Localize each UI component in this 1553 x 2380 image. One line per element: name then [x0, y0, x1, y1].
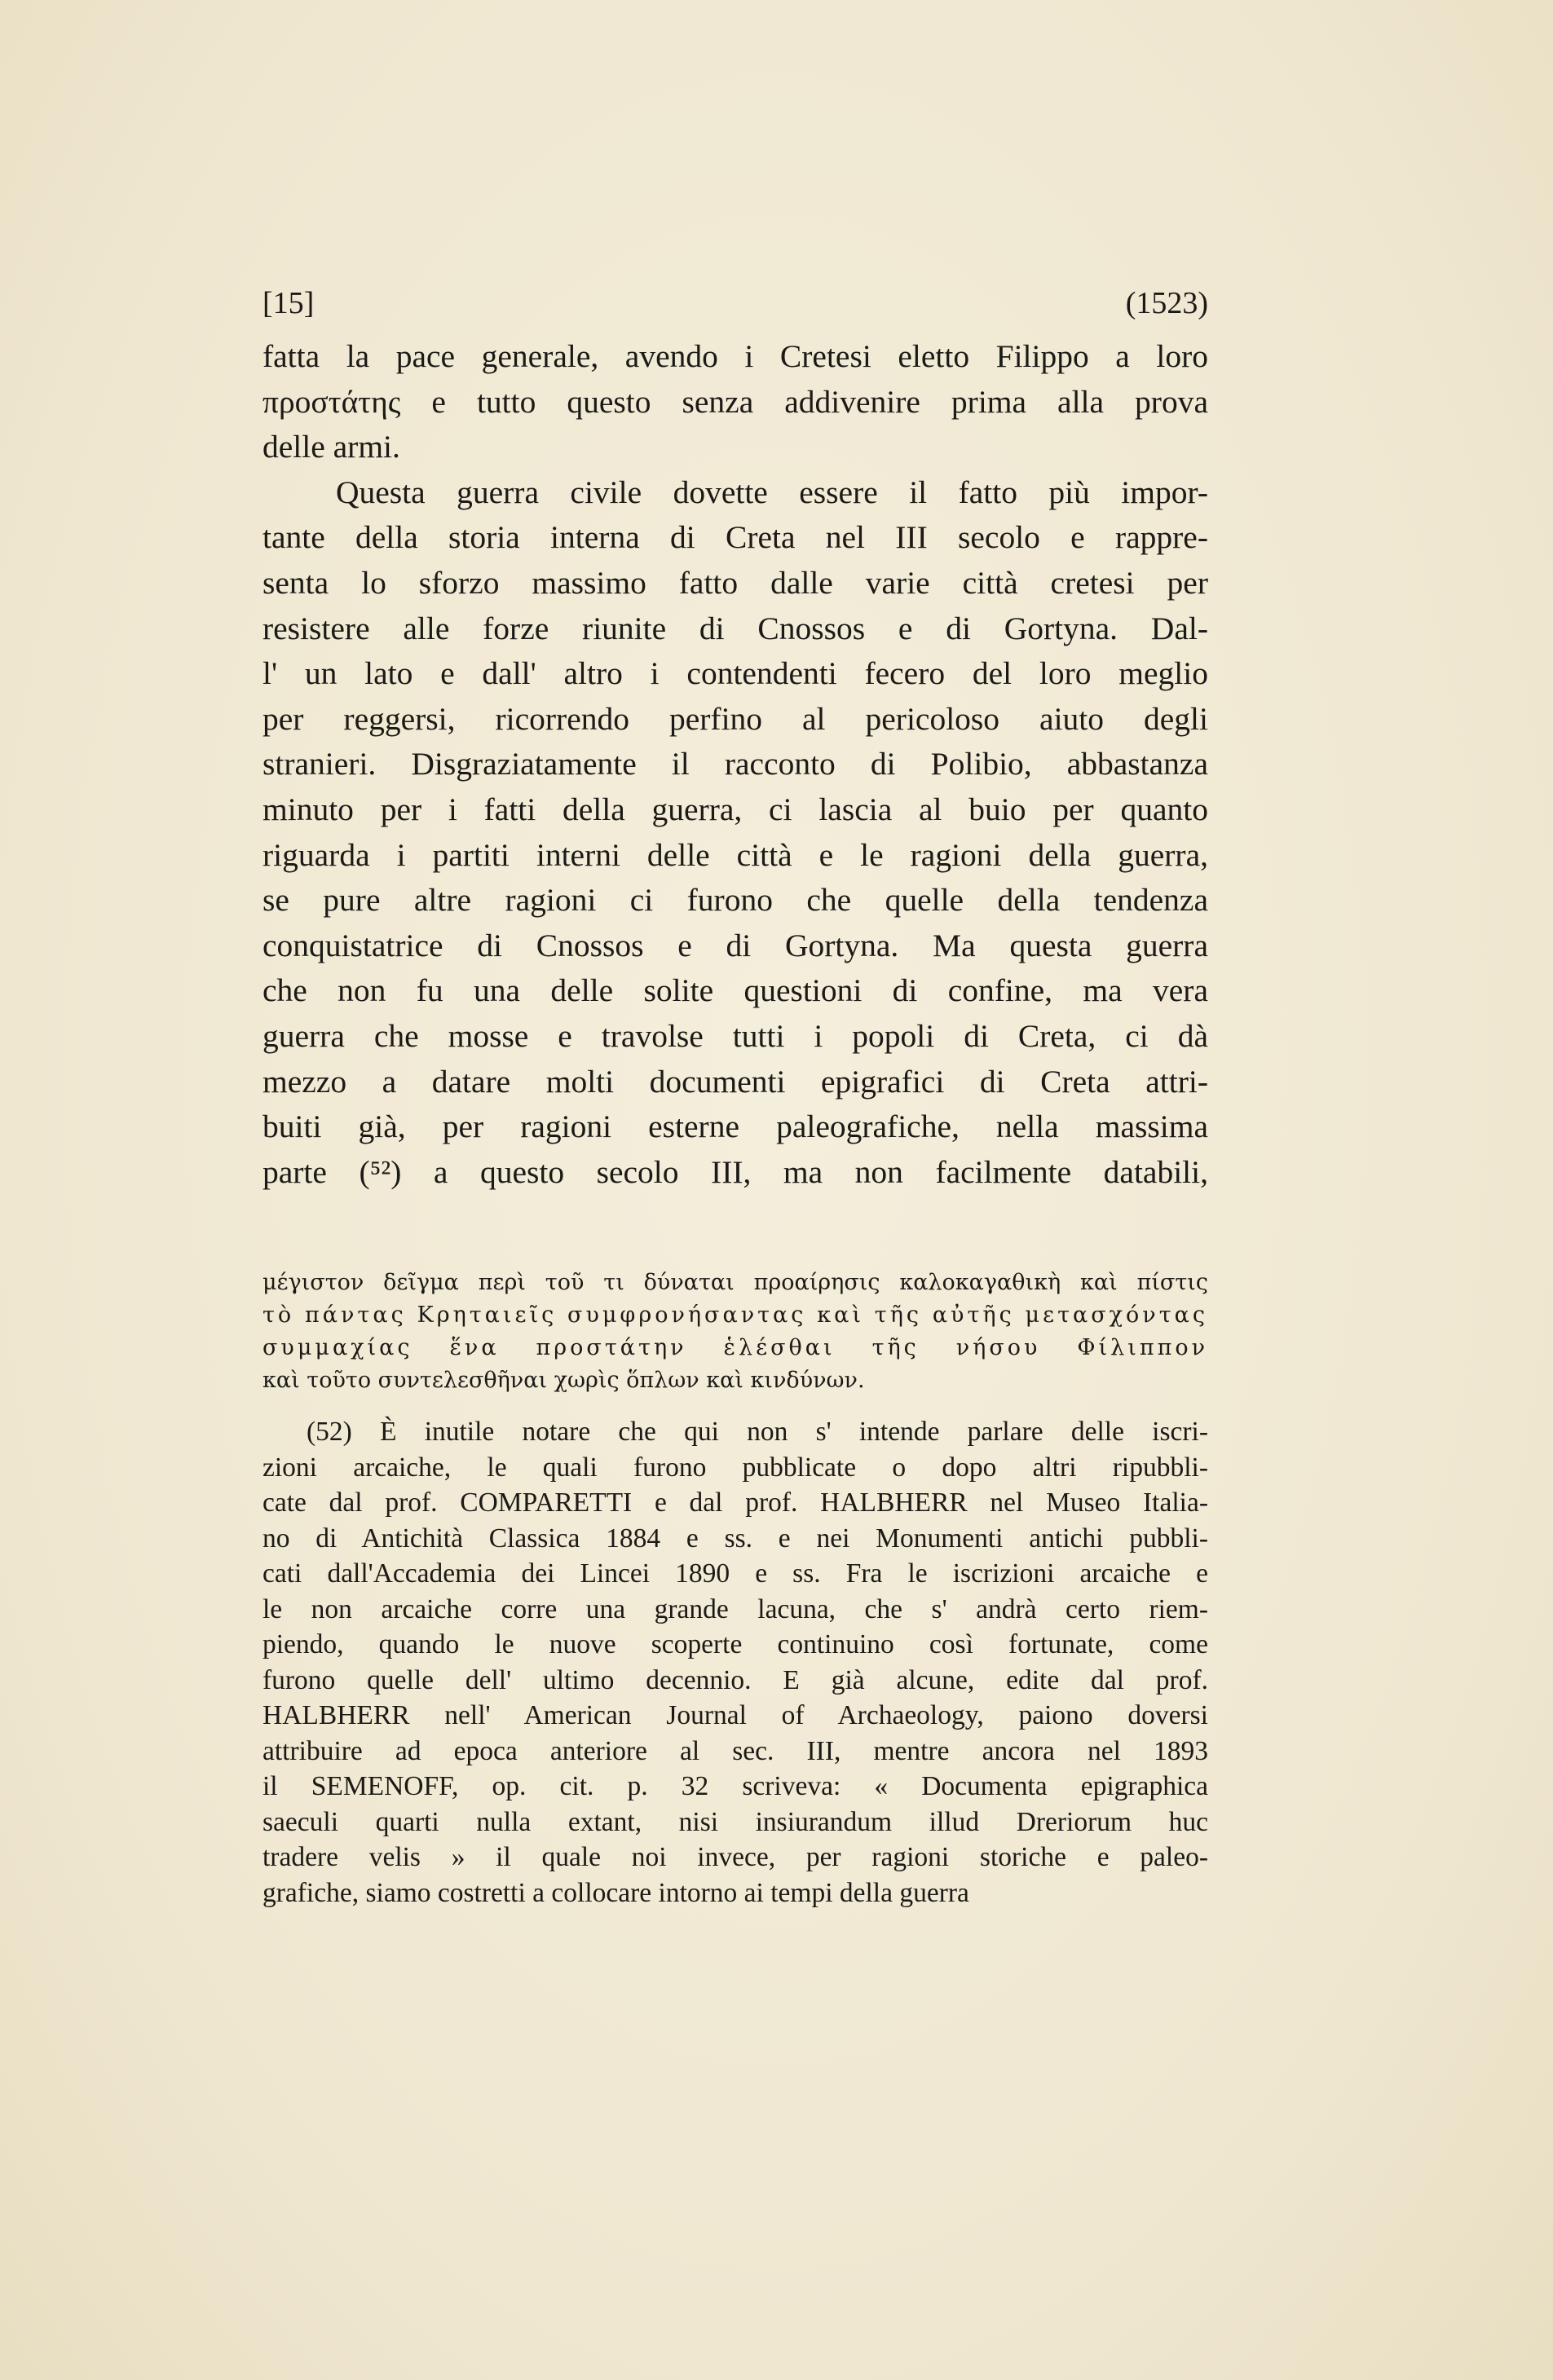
main-text	[263, 334, 1208, 1195]
text-line: riguarda i partiti interni delle città e le ragioni della guerra,	[263, 836, 1208, 873]
text-line: resistere alle forze riunite di Cnossos e di Gortyna. Dal-	[263, 610, 1208, 646]
text-line: delle armi.	[263, 429, 400, 465]
greek-line: μέγιστον δεῖγμα περὶ τοῦ τι δύναται προαίρησις καλοκαγαθικὴ καὶ πίστις	[263, 1270, 1208, 1295]
text-line: l' un lato e dall' altro i contendenti fecero del loro meglio	[263, 655, 1208, 692]
text-line: parte (⁵²) a questo secolo III, ma non facilmente databili,	[263, 1153, 1208, 1190]
footnote-line: saeculi quarti nulla extant, nisi insiurandum illud Dreriorum huc	[263, 1806, 1208, 1837]
footnote-line: cati dall'Accademia dei Lincei 1890 e ss. Fra le iscrizioni arcaiche e	[263, 1558, 1208, 1589]
running-head	[263, 285, 1208, 334]
text-line: buiti già, per ragioni esterne paleografiche, nella massima	[263, 1108, 1208, 1145]
footnote-line: grafiche, siamo costretti a collocare intorno ai tempi della guerra	[263, 1877, 969, 1908]
text-line: guerra che mosse e travolse tutti i popoli di Creta, ci dà	[263, 1017, 1208, 1054]
text-line: che non fu una delle solite questioni di confine, ma vera	[263, 972, 1208, 1009]
footnote-line: furono quelle dell' ultimo decennio. E già alcune, edite dal prof.	[263, 1664, 1208, 1695]
greek-line: συμμαχίας ἕνα προστάτην ἑλέσθαι τῆς νήσου Φίλιππον	[263, 1335, 1208, 1360]
text-line: tante della storia interna di Creta nel III secolo e rappre-	[263, 519, 1208, 556]
page-number-right: (1523)	[1125, 286, 1208, 320]
text-line: minuto per i fatti della guerra, ci lascia al buio per quanto	[263, 791, 1208, 827]
page-number-left: [15]	[263, 286, 315, 320]
footnote-line: HALBHERR nell' American Journal of Archaeology, paiono doversi	[263, 1700, 1208, 1730]
text-line: fatta la pace generale, avendo i Cretesi eletto Filippo a loro	[263, 338, 1208, 374]
text-line: senta lo sforzo massimo fatto dalle varie città cretesi per	[263, 564, 1208, 601]
footnote-line: no di Antichità Classica 1884 e ss. e nei Monumenti antichi pubbli-	[263, 1523, 1208, 1554]
text-line: se pure altre ragioni ci furono che quelle della tendenza	[263, 882, 1208, 919]
text-line: conquistatrice di Cnossos e di Gortyna. Ma questa guerra	[263, 927, 1208, 963]
text-line: Questa guerra civile dovette essere il fatto più impor-	[336, 474, 1208, 510]
greek-quotation	[263, 1267, 1208, 1397]
footnote-line: il SEMENOFF, op. cit. p. 32 scriveva: « Documenta epigraphica	[263, 1771, 1208, 1801]
text-line: mezzo a datare molti documenti epigrafici di Creta attri-	[263, 1063, 1208, 1100]
footnote-line: piendo, quando le nuove scoperte continuino così fortunate, come	[263, 1629, 1208, 1659]
footnote-line: le non arcaiche corre una grande lacuna, che s' andrà certo riem-	[263, 1593, 1208, 1624]
footnote-line: cate dal prof. COMPARETTI e dal prof. HALBHERR nel Museo Italia-	[263, 1488, 1208, 1518]
text-line: per reggersi, ricorrendo perfino al pericoloso aiuto degli	[263, 700, 1208, 737]
footnote-line: tradere velis » il quale noi invece, per ragioni storiche e paleo-	[263, 1842, 1208, 1872]
footnote-line: (52) È inutile notare che qui non s' intende parlare delle iscri-	[307, 1417, 1208, 1447]
text-line: stranieri. Disgraziatamente il racconto di Polibio, abbastanza	[263, 746, 1208, 782]
footnote-line: attribuire ad epoca anteriore al sec. III, mentre ancora nel 1893	[263, 1735, 1208, 1766]
footnote-52	[263, 1414, 1208, 1911]
footnote-line: zioni arcaiche, le quali furono pubblicate o dopo altri ripubbli-	[263, 1452, 1208, 1483]
text-line: προστάτης e tutto questo senza addivenire prima alla prova	[263, 383, 1208, 420]
greek-line: καὶ τοῦτο συντελεσθῆναι χωρὶς ὅπλων καὶ κινδύνων.	[263, 1368, 865, 1393]
greek-line: τὸ πάντας Κρηταιεῖς συμφρονήσαντας καὶ τῆς αὐτῆς μετασχόντας	[263, 1302, 1208, 1328]
